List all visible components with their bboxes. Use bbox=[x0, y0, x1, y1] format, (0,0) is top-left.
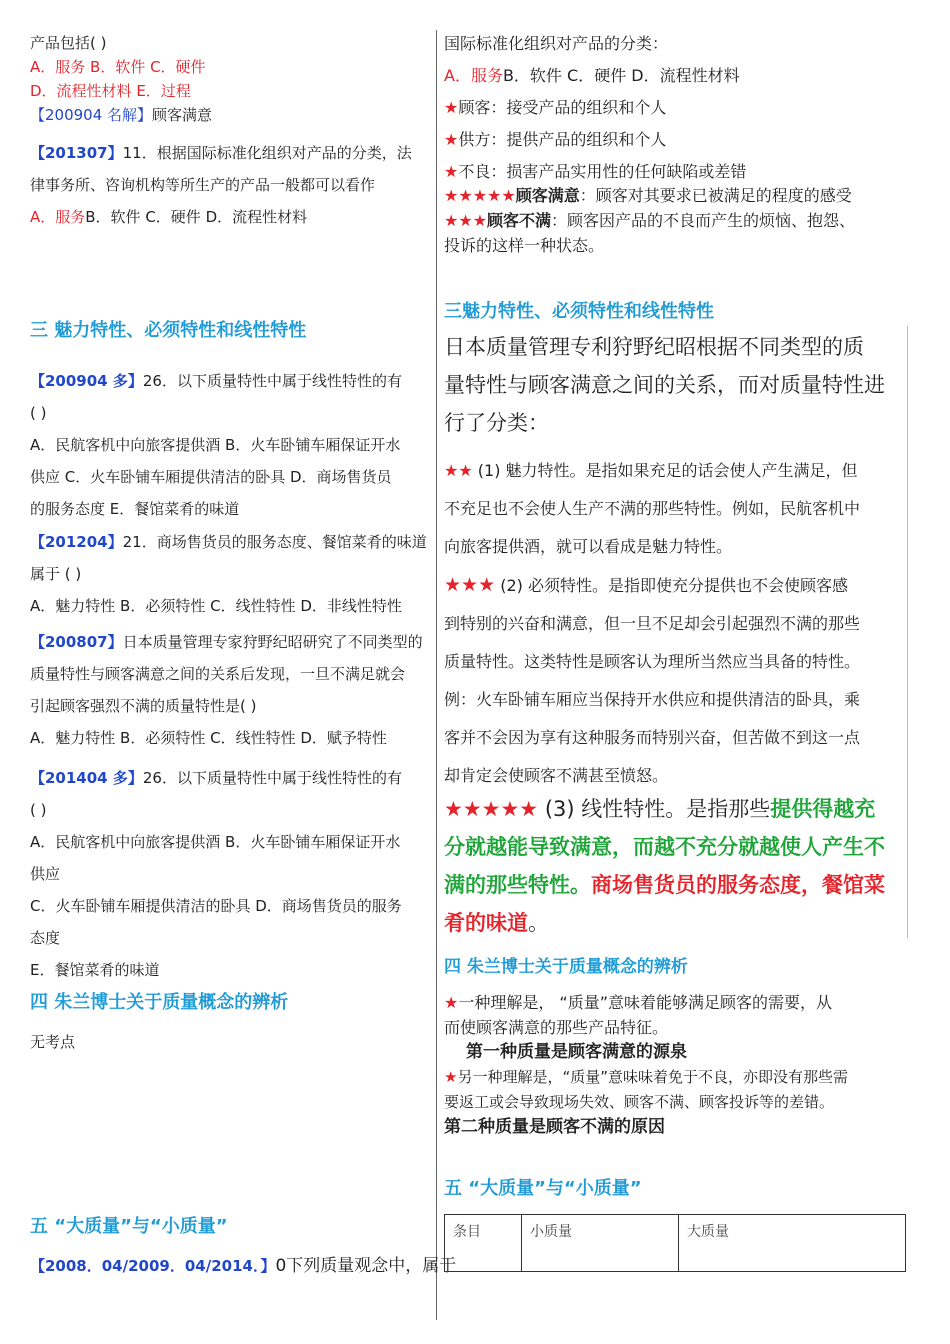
q1-tag: 【201307】 bbox=[30, 144, 123, 162]
kano-intro-line3: 行了分类： bbox=[444, 411, 549, 435]
q2-line5: 的服务态度 E．餐馆菜肴的味道 bbox=[30, 500, 240, 518]
q0-block bbox=[30, 31, 430, 127]
q4-line1-rest: 日本质量管理专家狩野纪昭研究了不同类型的 bbox=[122, 633, 423, 651]
juran-1-conclusion: 第一种质量是顾客满意的源泉 bbox=[466, 1042, 687, 1062]
star-rating-icon: ★★★★★ bbox=[444, 186, 516, 205]
q2-line3: A．民航客机中向旅客提供酒 B．火车卧铺车厢保证开水 bbox=[30, 436, 401, 454]
def-satisfaction-text: ：顾客对其要求已被满足的程度的感受 bbox=[579, 186, 852, 205]
table-row bbox=[445, 1215, 906, 1272]
must-be-quality bbox=[444, 566, 908, 795]
q3-line2: 属于 ( ) bbox=[30, 565, 82, 583]
table-header-big-quality: 大质量 bbox=[679, 1215, 906, 1272]
q0-options-2-text: D．流程性材料 E．过程 bbox=[30, 82, 191, 100]
q1-line2: 律事务所、咨询机构等所生产的产品一般都可以看作 bbox=[30, 176, 376, 194]
linear-end: 。 bbox=[528, 911, 549, 935]
star-icon: ★ bbox=[444, 98, 459, 117]
q1-line1-rest: 11．根据国际标准化组织对产品的分类，法 bbox=[122, 144, 412, 162]
q5-line1-rest: 26．以下质量特性中属于线性特性的有 bbox=[142, 769, 402, 787]
attractive-line2: 不充足也不会使人生产不满的那些特性。例如，民航客机中 bbox=[444, 499, 861, 518]
def-supplier bbox=[444, 124, 908, 156]
q1-option-rest: B．软件 C．硬件 D．流程性材料 bbox=[85, 208, 308, 226]
def-dissatisfaction-term: 顾客不满 bbox=[487, 211, 552, 230]
must-be-line6: 却肯定会使顾客不满甚至愤怒。 bbox=[444, 766, 669, 785]
attractive-line1-text: (1) 魅力特性。是指如果充足的话会使人产生满足，但 bbox=[472, 461, 858, 480]
q5-tag: 【201404 多】 bbox=[30, 769, 143, 787]
q2-tag: 【200904 多】 bbox=[30, 372, 143, 390]
juran-concepts bbox=[444, 990, 908, 1140]
q5-block bbox=[30, 762, 430, 986]
q0-options-2 bbox=[30, 79, 430, 103]
right-heading-3: 三魅力特性、必须特性和线性特性 bbox=[444, 301, 714, 322]
table-header-small-quality: 小质量 bbox=[522, 1215, 679, 1272]
satisfaction-defs bbox=[444, 183, 908, 258]
juran-2-line2: 要返工或会导致现场失效、顾客不满、顾客投诉等的差错。 bbox=[444, 1093, 835, 1111]
q0-tag: 【200904 名解】 bbox=[30, 106, 153, 124]
must-be-line1 bbox=[444, 566, 908, 605]
must-be-line1-text: (2) 必须特性。是指即使充分提供也不会使顾客感 bbox=[495, 576, 848, 595]
q5-line1 bbox=[30, 762, 430, 794]
star-icon: ★ bbox=[444, 993, 459, 1012]
def-customer-text: 顾客：接受产品的组织和个人 bbox=[458, 98, 667, 117]
q4-block bbox=[30, 626, 430, 754]
def-dissatisfaction-line2: 投诉的这样一种状态。 bbox=[444, 236, 605, 255]
must-be-line5: 客并不会因为享有这种服务而特别兴奋，但苦做不到这一点 bbox=[444, 728, 861, 747]
q1-options bbox=[30, 201, 430, 233]
linear-line3 bbox=[444, 866, 908, 904]
classification-intro: 国际标准化组织对产品的分类： bbox=[444, 34, 669, 53]
q2-line4: 供应 C．火车卧铺车厢提供清洁的卧具 D．商场售货员 bbox=[30, 468, 392, 486]
left-heading-3: 三 魅力特性、必须特性和线性特性 bbox=[30, 320, 307, 341]
q0-tag-rest: 顾客满意 bbox=[152, 106, 213, 124]
juran-1-line1 bbox=[444, 990, 908, 1015]
classification-rest: B．软件 C．硬件 D．流程性材料 bbox=[502, 66, 740, 85]
def-supplier-text: 供方：提供产品的组织和个人 bbox=[458, 130, 667, 149]
linear-quality bbox=[444, 790, 908, 942]
q6-tag: 【2008．04/2009．04/2014．】 bbox=[30, 1257, 276, 1275]
right-heading-5: 五 “大质量”与“小质量” bbox=[444, 1178, 642, 1199]
q3-tag: 【201204】 bbox=[30, 533, 123, 551]
classification-options bbox=[444, 60, 908, 92]
column-divider bbox=[436, 30, 437, 1320]
juran-2-text: 另一种理解是，“质量”意味味着免于不良，亦即没有那些需 bbox=[457, 1068, 848, 1086]
q4-line3: 引起顾客强烈不满的质量特性是( ) bbox=[30, 697, 257, 715]
q3-line1 bbox=[30, 526, 430, 558]
classification-red: A．服务 bbox=[444, 66, 503, 85]
star-icon: ★ bbox=[444, 1068, 458, 1086]
star-rating-icon: ★★ bbox=[444, 461, 473, 480]
product-classification bbox=[444, 28, 908, 188]
q4-tag: 【200807】 bbox=[30, 633, 123, 651]
juran-2-line1 bbox=[444, 1065, 908, 1090]
attractive-quality bbox=[444, 452, 908, 566]
q5-line2: ( ) bbox=[30, 801, 47, 819]
kano-intro bbox=[444, 328, 908, 442]
q5-line4: 供应 bbox=[30, 865, 61, 883]
q3-block bbox=[30, 526, 430, 622]
q0-tag-line bbox=[30, 103, 430, 127]
juran-2-conclusion: 第二种质量是顾客不满的原因 bbox=[444, 1117, 665, 1137]
linear-red-1: 商场售货员的服务态度，餐馆菜 bbox=[591, 873, 885, 897]
right-heading-4: 四 朱兰博士关于质量概念的辨析 bbox=[444, 957, 688, 977]
q6-rest: 0下列质量观念中，属于 bbox=[275, 1256, 457, 1276]
linear-green-1: 提供得越充 bbox=[770, 797, 876, 821]
star-icon: ★ bbox=[444, 130, 459, 149]
q3-line1-rest: 21．商场售货员的服务态度、餐馆菜肴的味道 bbox=[122, 533, 427, 551]
kano-intro-line2: 量特性与顾客满意之间的关系，而对质量特性进 bbox=[444, 373, 885, 397]
q2-block bbox=[30, 365, 430, 525]
comparison-table bbox=[444, 1214, 906, 1272]
linear-red-2: 肴的味道 bbox=[444, 911, 528, 935]
q6-line bbox=[30, 1250, 457, 1282]
q1-line1 bbox=[30, 137, 430, 169]
star-rating-icon: ★★★ bbox=[444, 211, 488, 230]
q4-line2: 质量特性与顾客满意之间的关系后发现，一旦不满足就会 bbox=[30, 665, 406, 683]
def-satisfaction-term: 顾客满意 bbox=[515, 186, 580, 205]
def-customer bbox=[444, 92, 908, 124]
def-dissatisfaction bbox=[444, 208, 908, 233]
q0-options-1: A．服务 B．软件 C．硬件 bbox=[30, 58, 206, 76]
must-be-line3: 质量特性。这类特性是顾客认为理所当然应当具备的特性。 bbox=[444, 652, 861, 671]
linear-green-3: 满的那些特性。 bbox=[444, 873, 591, 897]
star-icon: ★ bbox=[444, 162, 459, 181]
no-exam-note: 无考点 bbox=[30, 1033, 76, 1051]
def-defect-text: 不良：损害产品实用性的任何缺陷或差错 bbox=[458, 162, 747, 181]
q3-line3: A．魅力特性 B．必须特性 C．线性特性 D．非线性特性 bbox=[30, 597, 402, 615]
must-be-line4: 例：火车卧铺车厢应当保持开水供应和提供清洁的卧具，乘 bbox=[444, 690, 861, 709]
juran-1-line2: 而使顾客满意的那些产品特征。 bbox=[444, 1018, 669, 1037]
def-dissatisfaction-text: ：顾客因产品的不良而产生的烦恼、抱怨、 bbox=[551, 211, 856, 230]
q2-line1-rest: 26．以下质量特性中属于线性特性的有 bbox=[142, 372, 402, 390]
q5-line6: 态度 bbox=[30, 929, 61, 947]
left-heading-4: 四 朱兰博士关于质量概念的辨析 bbox=[30, 992, 289, 1013]
comparison-table-wrap bbox=[444, 1214, 908, 1272]
q4-line1 bbox=[30, 626, 430, 658]
star-rating-icon: ★★★★★ bbox=[444, 797, 539, 821]
q5-line3: A．民航客机中向旅客提供酒 B．火车卧铺车厢保证开水 bbox=[30, 833, 401, 851]
attractive-line3: 向旅客提供酒，就可以看成是魅力特性。 bbox=[444, 537, 733, 556]
q1-block bbox=[30, 137, 430, 233]
q5-line7: E．餐馆菜肴的味道 bbox=[30, 961, 160, 979]
kano-intro-line1: 日本质量管理专利狩野纪昭根据不同类型的质 bbox=[444, 335, 864, 359]
must-be-line2: 到特别的兴奋和满意，但一旦不足却会引起强烈不满的那些 bbox=[444, 614, 861, 633]
q1-option-red: A．服务 bbox=[30, 208, 86, 226]
linear-line1 bbox=[444, 790, 908, 828]
q2-line2: ( ) bbox=[30, 404, 47, 422]
q5-line5: C．火车卧铺车厢提供清洁的卧具 D．商场售货员的服务 bbox=[30, 897, 402, 915]
star-rating-icon: ★★★ bbox=[444, 574, 496, 596]
linear-pre: (3) 线性特性。是指那些 bbox=[538, 797, 771, 821]
linear-line4 bbox=[444, 904, 908, 942]
q0-line1: 产品包括( ) bbox=[30, 34, 107, 52]
attractive-line1 bbox=[444, 452, 908, 490]
juran-1-text: 一种理解是， “质量”意味着能够满足顾客的需要，从 bbox=[458, 993, 833, 1012]
q2-line1 bbox=[30, 365, 430, 397]
left-heading-5: 五 “大质量”与“小质量” bbox=[30, 1216, 228, 1237]
linear-line2: 分就越能导致满意，而越不充分就越使人产生不 bbox=[444, 835, 885, 859]
q4-line4: A．魅力特性 B．必须特性 C．线性特性 D．赋予特性 bbox=[30, 729, 387, 747]
def-satisfaction bbox=[444, 183, 908, 208]
table-header-item: 条目 bbox=[445, 1215, 522, 1272]
